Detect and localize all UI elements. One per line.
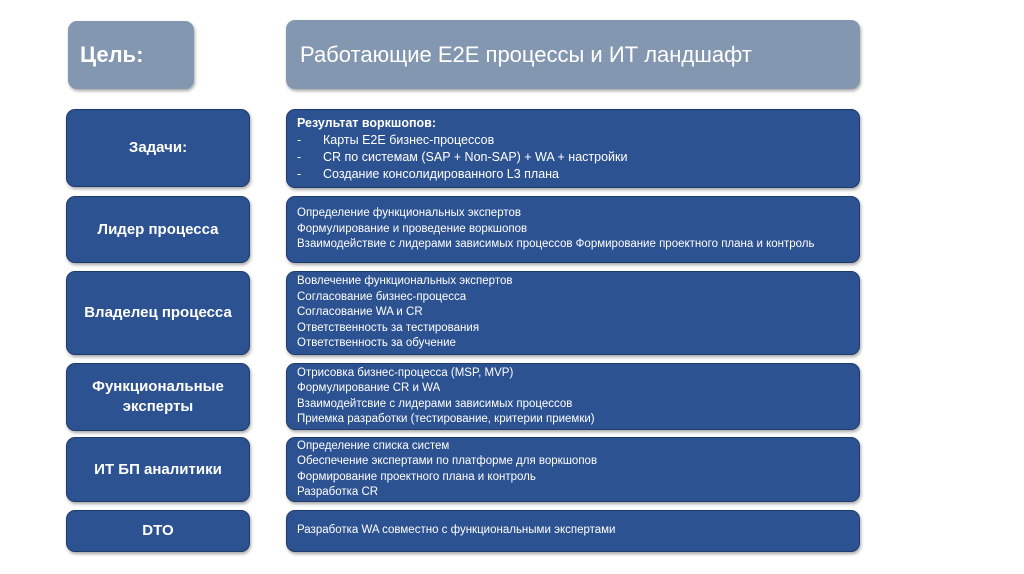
desc-line: Ответственность за тестирования bbox=[297, 321, 480, 334]
role-label-line2: эксперты bbox=[122, 398, 194, 415]
desc-line: Взаимодействие с лидерами зависимых процессов Формирование проектного плана и контроль bbox=[297, 238, 815, 251]
desc-line: - CR по системам (SAP + Non-SAP) + WA + настройки bbox=[297, 149, 628, 164]
goal-text: Работающие E2E процессы и ИТ ландшафт bbox=[300, 41, 752, 67]
role-desc-dto bbox=[286, 510, 860, 552]
role-box-it-analysts bbox=[66, 437, 250, 502]
desc-line: Формирование проектного плана и контроль bbox=[297, 470, 536, 483]
desc-line: Вовлечение функциональных экспертов bbox=[297, 275, 513, 288]
goal-label-box bbox=[68, 21, 194, 89]
desc-heading: Результат воркшопов: bbox=[297, 115, 436, 130]
desc-line: Ответственность за обучение bbox=[297, 337, 456, 350]
goal-label: Цель: bbox=[80, 42, 144, 67]
role-label-line1: Функциональные bbox=[92, 378, 224, 395]
role-desc-process-owner bbox=[286, 271, 860, 355]
role-box-tasks bbox=[66, 109, 250, 187]
role-box-functional-experts bbox=[66, 363, 250, 431]
desc-line: - Карты E2E бизнес-процессов bbox=[297, 132, 495, 147]
role-label: Задачи: bbox=[128, 139, 188, 156]
role-label: Владелец процесса bbox=[84, 304, 232, 321]
role-box-process-owner bbox=[66, 271, 250, 355]
desc-line: Разработка WA совместно с функциональными экспертами bbox=[297, 524, 616, 537]
desc-line: Согласование бизнес-процесса bbox=[297, 290, 467, 303]
role-label: ИТ БП аналитики bbox=[94, 460, 222, 478]
desc-line: Формулирование CR и WA bbox=[297, 382, 441, 394]
desc-line: Определение списка систем bbox=[297, 439, 450, 452]
role-label: Лидер процесса bbox=[97, 220, 219, 238]
desc-line: Взаимодейтсвие с лидерами зависимых процессов bbox=[297, 397, 573, 410]
role-box-dto bbox=[66, 510, 250, 552]
desc-line: - Создание консолидированного L3 плана bbox=[297, 166, 560, 181]
role-desc-it-analysts bbox=[286, 437, 860, 502]
role-label: DTO bbox=[142, 522, 174, 539]
desc-line: Определение функциональных экспертов bbox=[297, 207, 521, 220]
desc-line: Приемка разработки (тестирование, критерии приемки) bbox=[297, 413, 595, 425]
desc-line: Формулирование и проведение воркшопов bbox=[297, 222, 528, 235]
role-desc-functional-experts bbox=[286, 363, 860, 430]
role-desc-process-leader bbox=[286, 196, 860, 263]
desc-line: Разработка CR bbox=[297, 486, 379, 498]
desc-line: Отрисовка бизнес-процесса (MSP, MVP) bbox=[297, 366, 514, 379]
desc-line: Обеспечение экспертами по платформе для воркшопов bbox=[297, 455, 598, 467]
goal-text-box bbox=[286, 20, 860, 89]
role-desc-tasks bbox=[286, 109, 860, 188]
desc-line: Согласование WA и CR bbox=[297, 306, 423, 319]
role-box-process-leader bbox=[66, 196, 250, 263]
